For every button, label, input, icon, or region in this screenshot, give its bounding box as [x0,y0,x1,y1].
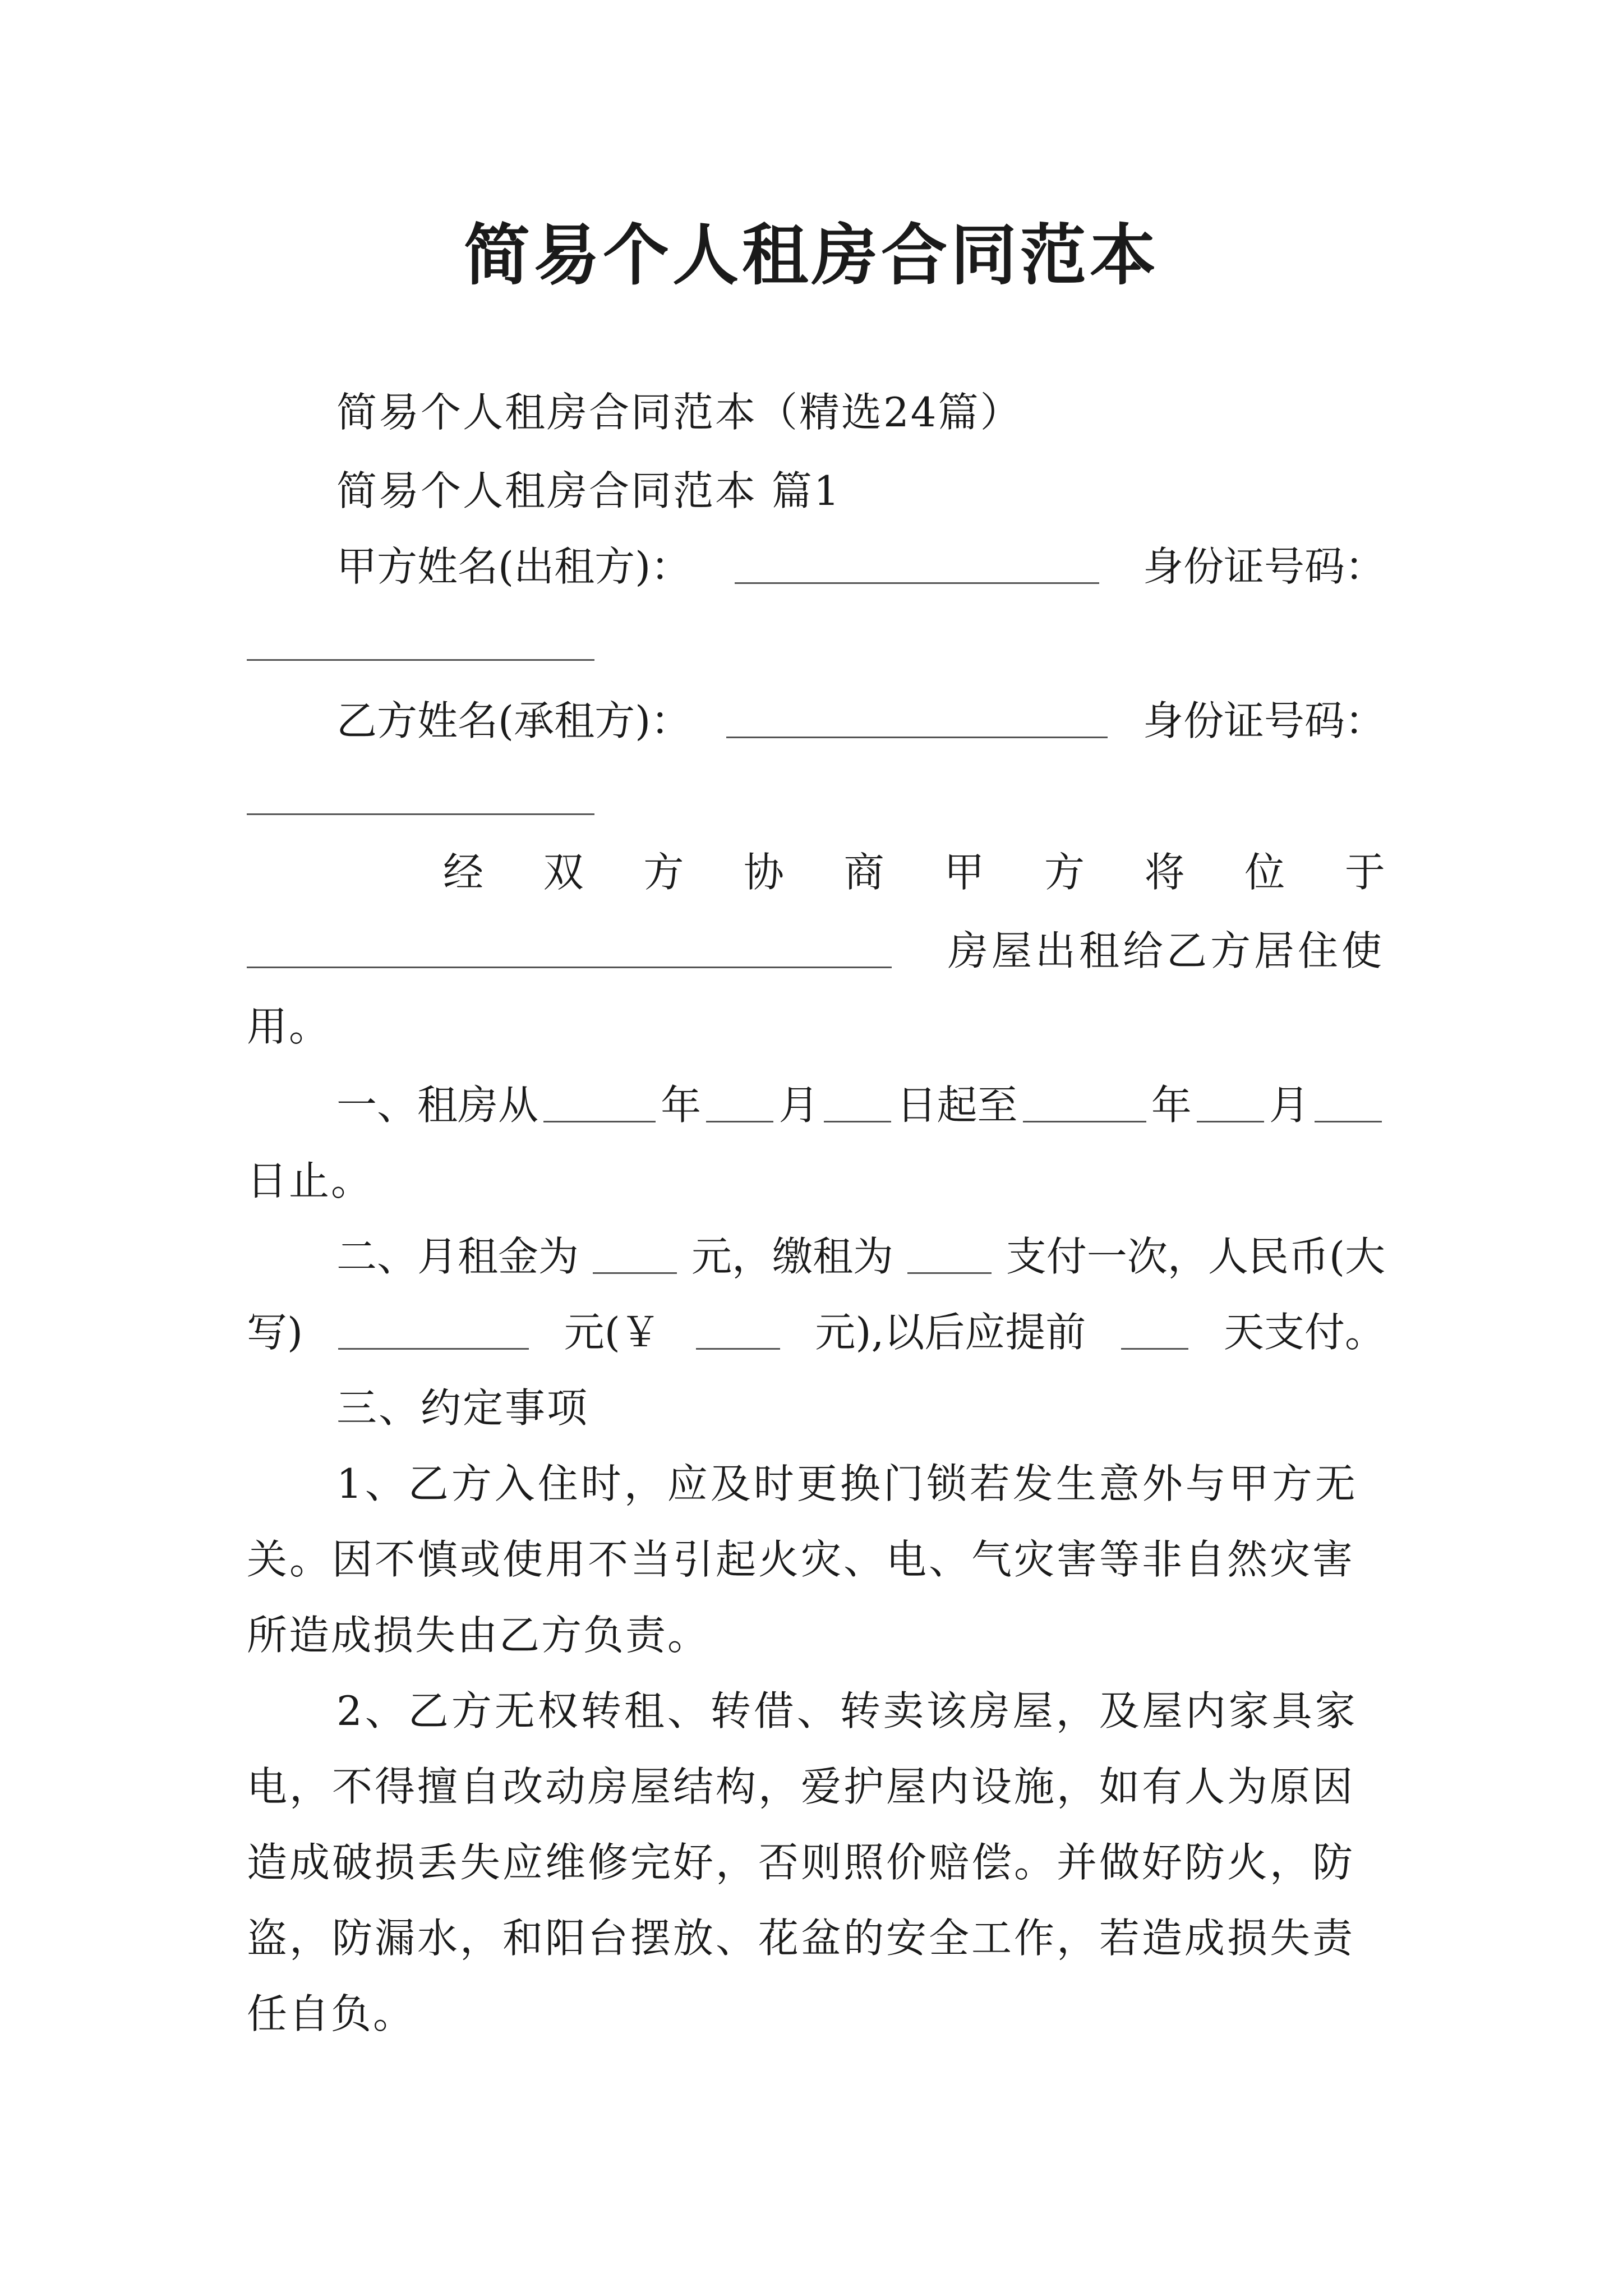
party-a-label: 甲方姓名(出租方)： [336,543,691,590]
party-b-line [336,693,1385,749]
clause-2-text: 元，缴租为 [691,1233,893,1280]
party-b-label: 乙方姓名(承租方)： [336,697,691,744]
year-label: 年 [1151,1082,1192,1129]
spread-char: 双 [543,849,584,896]
party-a-id-blank [247,659,594,661]
clause-2-line-1 [336,1228,1385,1285]
spread-char: 协 [743,849,784,896]
heading-article: 简易个人租房合同范本 篇1 [336,467,841,514]
agreement-end: 用。 [247,1003,331,1050]
property-address-blank [247,923,892,968]
party-a-line [336,539,1385,595]
party-a-name-blank [735,539,1099,584]
clause-3-item-2-line: 任自负。 [247,1990,416,2037]
clause-3-item-1-line: 1、乙方入住时，应及时更换门锁若发生意外与甲方无 [336,1460,1358,1507]
amount-numeric-blank [696,1304,780,1350]
spread-char: 商 [843,849,884,896]
agreement-tail: 房屋出租给乙方居住使 [947,927,1385,974]
party-b-id-blank [247,813,594,815]
clause-3-item-1-line: 所造成损失由乙方负责。 [247,1612,710,1659]
clause-2-text: 元),以后应提前 [815,1309,1086,1356]
start-day-blank [824,1077,891,1122]
spread-char: 方 [643,849,684,896]
clause-3-item-2-line: 电，不得擅自改动房屋结构，爱护屋内设施，如有人为原因 [247,1763,1355,1810]
start-year-blank [543,1077,656,1122]
year-label: 年 [661,1082,702,1129]
spread-char: 位 [1244,849,1285,896]
start-month-blank [706,1077,773,1122]
clause-1-prefix: 一、租房从 [336,1082,539,1129]
spread-char: 经 [443,849,484,896]
clause-3-heading: 三、约定事项 [336,1384,589,1432]
payment-period-blank [907,1228,992,1274]
clause-2-line-2 [247,1304,1385,1360]
day-label: 日起至 [896,1082,1018,1129]
amount-uppercase-blank [338,1304,529,1350]
month-label: 月 [1269,1082,1310,1129]
clause-1-line [336,1077,1385,1133]
party-b-name-blank [726,693,1108,738]
party-a-id-label: 身份证号码： [1142,543,1385,590]
advance-days-blank [1121,1304,1188,1350]
agreement-line-2 [247,923,1385,979]
clause-3-item-2-line: 造成破损丢失应维修完好，否则照价赔偿。并做好防火，防 [247,1839,1355,1886]
spread-char: 于 [1344,849,1385,896]
clause-2-text: 元(￥ [564,1309,661,1356]
clause-3-item-2-line: 2、乙方无权转租、转借、转卖该房屋，及屋内家具家 [336,1687,1358,1734]
party-b-id-label: 身份证号码： [1142,697,1385,744]
clause-2-text: 天支付。 [1223,1309,1385,1356]
rent-amount-blank [593,1228,677,1274]
clause-2-prefix: 二、月租金为 [336,1233,579,1280]
heading-collection: 简易个人租房合同范本（精选24篇） [336,389,1022,436]
end-month-blank [1197,1077,1264,1122]
clause-1-end: 日止。 [247,1157,374,1204]
clause-3-item-1-line: 关。因不慎或使用不当引起火灾、电、气灾害等非自然灾害 [247,1536,1355,1583]
clause-2-text: 支付一次，人民币(大 [1006,1233,1385,1280]
spread-char: 甲 [944,849,985,896]
end-year-blank [1023,1077,1146,1122]
agreement-spread-line [443,844,1385,900]
clause-3-item-2-line: 盗，防漏水，和阳台摆放、花盆的安全工作，若造成损失责 [247,1915,1355,1962]
clause-2-text: 写) [247,1309,303,1356]
spread-char: 将 [1144,849,1185,896]
page-title: 简易个人租房合同范本 [463,216,1159,294]
month-label: 月 [778,1082,819,1129]
end-day-blank [1315,1077,1382,1122]
spread-char: 方 [1044,849,1085,896]
